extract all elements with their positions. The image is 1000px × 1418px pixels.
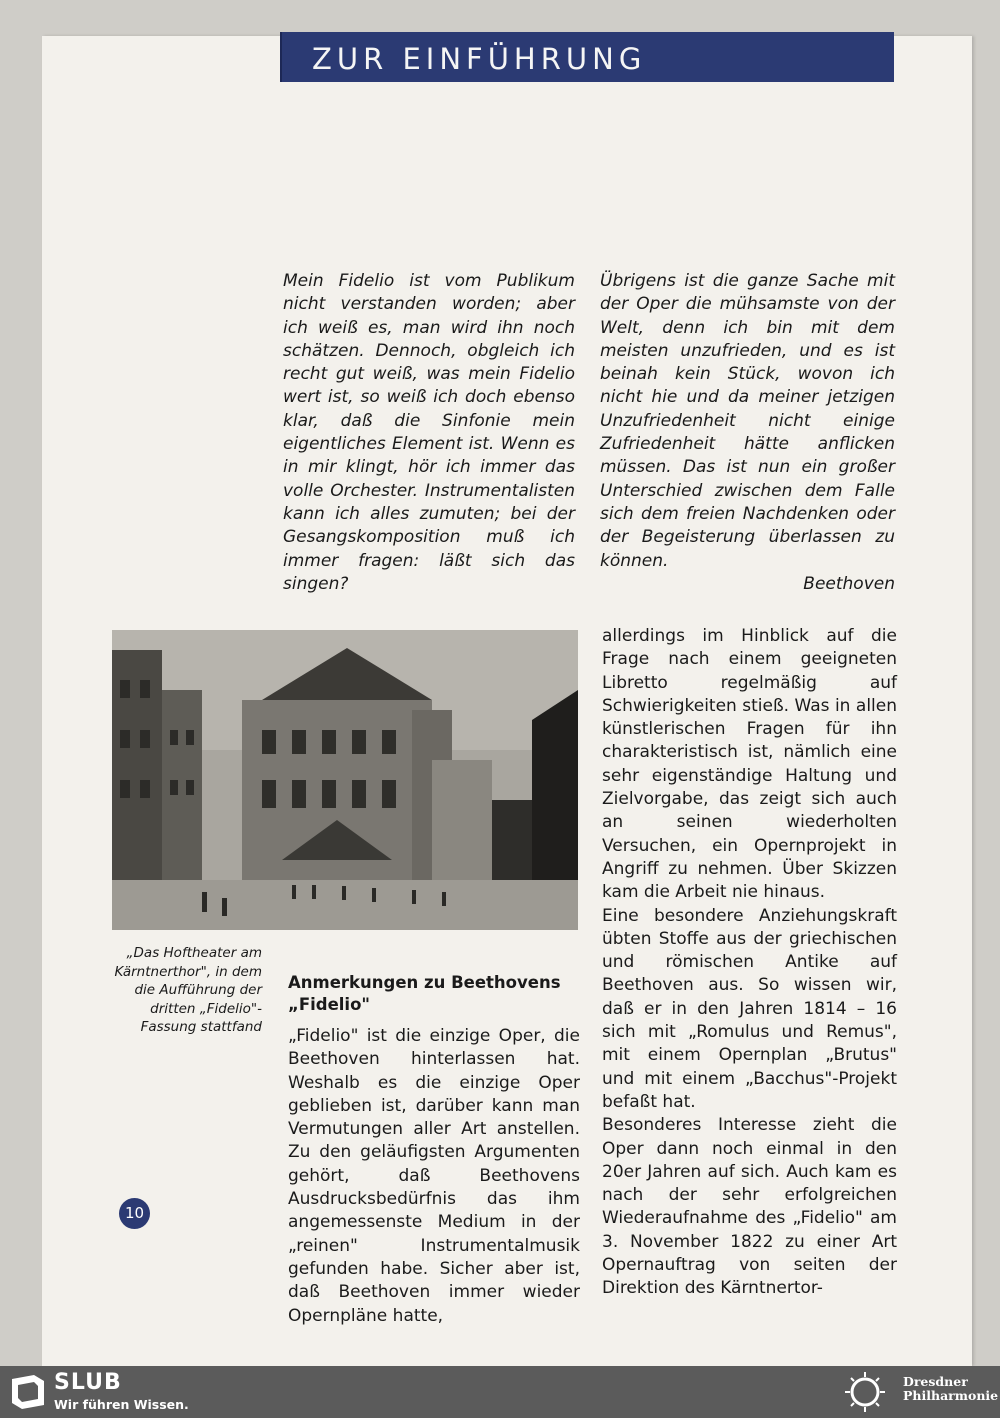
article-paragraph: Eine besondere Anziehungskraft übten Stoffe aus der griechischen und römischen Antike auf Beethoven aus. So wissen wir, daß er in den Jahren 1814 – 16 sich mit „Romulus und Remus", mit einem Opernplan „Brutus" und mit einem „Bacchus"-Projekt befaßt hat. — [602, 905, 897, 1112]
engraving-illustration — [112, 630, 578, 930]
article-heading: Anmerkungen zu Beethovens „Fidelio" — [288, 973, 561, 1014]
page-number-badge: 10 — [119, 1198, 150, 1229]
slub-tagline: Wir führen Wissen. — [54, 1397, 189, 1412]
article-paragraph: allerdings im Hinblick auf die Frage nach einem geeigneten Libretto regelmäßig auf Schwierigkeiten stieß. Was in allen künstlerischen Fragen für ihn charakteristisch ist, nämlich eine sehr eigenständige Haltung und Zielvorgabe, das zeigt sich auch an seinen wiederholten Versuchen, ein Opernprojekt in Angriff zu nehmen. Über Skizzen kam die Arbeit nie hinaus. — [602, 626, 897, 903]
article-right-column — [602, 625, 897, 1301]
section-header-bar — [280, 32, 894, 82]
quote-right-column — [600, 270, 895, 596]
hoftheater-engraving — [112, 630, 578, 930]
quote-left-column: Mein Fidelio ist vom Publikum nicht verstanden worden; aber ich weiß es, man wird ihn noch schätzen. Dennoch, obgleich ich recht gut weiß, was mein Fidelio wert ist, so weiß ich doch ebenso klar, daß die Sinfonie mein eigentliches Element ist. Wenn es in mir klingt, hör ich immer das volle Orchester. Instrumentalisten kann ich alles zumuten; bei der Gesangskomposition muß ich immer fragen: läßt sich das singen? — [283, 271, 575, 594]
philharmonie-name — [903, 1375, 998, 1403]
philharmonie-name-line2: Philharmonie — [903, 1388, 999, 1403]
quote-right-text: Übrigens ist die ganze Sache mit der Oper die mühsamste von der Welt, denn ich bin mit dem meisten unzufrieden, und es ist beinah kein Stück, wovon ich nicht hie und da meiner jetzigen Unzufriedenheit nicht einige Zufriedenheit hätte anflicken müssen. Das ist nun ein großer Unterschied zwischen dem Falle sich dem freien Nachdenken oder der Begeisterung überlassen zu können. — [600, 271, 895, 571]
slub-name: SLUB — [54, 1370, 122, 1395]
article-paragraph: Besonderes Interesse zieht die Oper dann noch einmal in den 20er Jahren auf sich. Auch kam es nach der sehr erfolgreichen Wiederaufnahme des „Fidelio" am 3. November 1822 zu einer Art Opernauftrag von seiten der Direktion des Kärntnertor- — [602, 1115, 897, 1299]
image-caption: „Das Hoftheater am Kärntnerthor", in dem die Aufführung der dritten „Fidelio"-Fassung stattfand — [114, 945, 262, 1035]
quote-author: Beethoven — [803, 573, 895, 594]
article-left-column: „Fidelio" ist die einzige Oper, die Beethoven hinterlassen hat. Weshalb es die einzige Oper geblieben ist, darüber kann man Vermutungen aller Art anstellen. Zu den geläufigsten Argumenten gehört, daß Beethovens Ausdrucksbedürfnis das ihm angemessenste Medium in der „reinen" Instrumentalmusik gefunden habe. Sicher aber ist, daß Beethoven immer wieder Opernpläne hatte, — [288, 1026, 580, 1326]
footer-bar — [0, 1366, 1000, 1418]
philharmonie-logo-icon — [840, 1370, 890, 1414]
section-title: ZUR EINFÜHRUNG — [312, 42, 647, 76]
philharmonie-name-line1: Dresdner — [903, 1374, 968, 1389]
slub-logo-icon — [12, 1375, 44, 1409]
